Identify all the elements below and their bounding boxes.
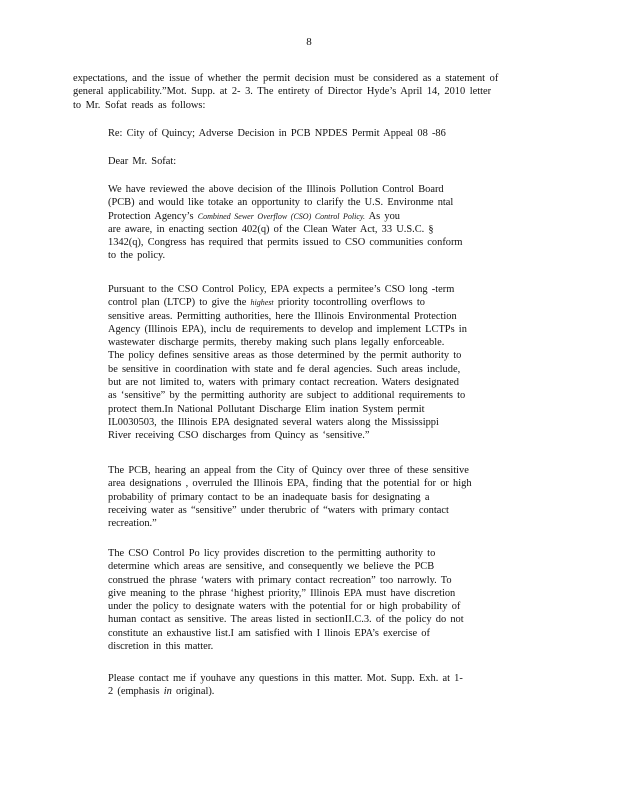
paragraph-line bbox=[108, 210, 504, 223]
paragraph-line: (PCB) and would like totake an opportunity to clarify the U.S. Environme ntal bbox=[108, 197, 454, 209]
paragraph-line: area designations , overruled the Illinois EPA, finding that the potential for or high bbox=[108, 478, 472, 490]
emphasis-highest: highest bbox=[250, 298, 274, 308]
text-run: 2 (emphasis bbox=[108, 686, 164, 698]
paragraph-line: The CSO Control Po licy provides discretion to the permitting authority to bbox=[108, 548, 436, 559]
paragraph-line: constitute an exhaustive list.I am satisfied with I llinois EPA’s exercise of bbox=[108, 627, 430, 639]
letter-paragraph-1 bbox=[108, 183, 504, 263]
paragraph-line: River receiving CSO discharges from Quincy as ‘sensitive.” bbox=[108, 430, 370, 442]
paragraph-line: receiving water as “sensitive” under therubric of “waters with primary contact bbox=[108, 504, 449, 516]
paragraph-line: Please contact me if youhave any questions in this matter. Mot. Supp. Exh. at 1- bbox=[108, 673, 463, 684]
policy-title-italic: Combined Sewer Overflow (CSO) Control Policy. bbox=[197, 211, 366, 221]
paragraph-line: wastewater discharge permits, thereby making such plans legally enforceable. bbox=[108, 337, 445, 349]
paragraph-line: as ‘sensitive” by the permitting authority are subject to additional requirements to bbox=[108, 390, 466, 402]
paragraph-line: probability of primary contact to be an inadequate basis for designating a bbox=[108, 491, 430, 503]
letter-paragraph-5 bbox=[108, 672, 504, 699]
text-run: original). bbox=[171, 686, 215, 698]
paragraph-line: The policy defines sensitive areas as those determined by the permit authority to bbox=[108, 350, 462, 362]
letter-re-line: Re: City of Quincy; Adverse Decision in PCB NPDES Permit Appeal 08 -86 bbox=[108, 128, 446, 139]
letter-paragraph-4 bbox=[108, 547, 504, 653]
paragraph-line: 1342(q), Congress has required that permits issued to CSO communities conform bbox=[108, 237, 463, 249]
text-run: Protection Agency’s bbox=[108, 210, 198, 222]
paragraph-line: The PCB, hearing an appeal from the City of Quincy over three of these sensitive bbox=[108, 465, 469, 476]
page-number: 8 bbox=[306, 36, 312, 48]
intro-line: to Mr. Sofat reads as follows: bbox=[73, 99, 206, 111]
intro-line: general applicability.”Mot. Supp. at 2- 3. The entirety of Director Hyde’s April 14, 2010 letter bbox=[73, 86, 492, 98]
emphasis-in: in bbox=[163, 686, 172, 698]
intro-paragraph bbox=[73, 72, 533, 112]
paragraph-line: are aware, in enacting section 402(q) of the Clean Water Act, 33 U.S.C. § bbox=[108, 223, 434, 235]
paragraph-line: determine which areas are sensitive, and consequently we believe the PCB bbox=[108, 561, 435, 573]
paragraph-line: Agency (Illinois EPA), inclu de requirements to develop and implement LCTPs in bbox=[108, 323, 467, 335]
text-run: control plan (LTCP) to give the bbox=[108, 297, 251, 309]
paragraph-line bbox=[108, 685, 504, 698]
paragraph-line: but are not limited to, waters with primary contact recreation. Waters designated bbox=[108, 377, 459, 389]
paragraph-line: IL0030503, the Illinois EPA designated several waters along the Mississippi bbox=[108, 416, 439, 428]
paragraph-line bbox=[108, 296, 504, 309]
text-run: As you bbox=[365, 210, 400, 222]
text-run: priority tocontrolling overflows to bbox=[273, 297, 425, 309]
paragraph-line: We have reviewed the above decision of the Illinois Pollution Control Board bbox=[108, 184, 444, 195]
paragraph-line: construed the phrase ‘waters with primary contact recreation” too narrowly. To bbox=[108, 574, 452, 586]
paragraph-line: give meaning to the phrase ‘highest priority,” Illinois EPA must have discretion bbox=[108, 587, 456, 599]
paragraph-line: Pursuant to the CSO Control Policy, EPA expects a permitee’s CSO long -term bbox=[108, 284, 455, 295]
paragraph-line: be sensitive in coordination with state and fe deral agencies. Such areas include, bbox=[108, 363, 461, 375]
paragraph-line: recreation.” bbox=[108, 518, 157, 530]
paragraph-line: to the policy. bbox=[108, 250, 166, 262]
letter-salutation: Dear Mr. Sofat: bbox=[108, 156, 177, 167]
letter-paragraph-3 bbox=[108, 464, 504, 530]
paragraph-line: human contact as sensitive. The areas listed in sectionII.C.3. of the policy do not bbox=[108, 614, 464, 626]
paragraph-line: under the policy to designate waters with the potential for or high probability of bbox=[108, 601, 461, 613]
intro-line: expectations, and the issue of whether the permit decision must be considered as a statement of bbox=[73, 73, 499, 84]
letter-paragraph-2 bbox=[108, 283, 504, 443]
paragraph-line: protect them.In National Pollutant Discharge Elim ination System permit bbox=[108, 403, 425, 415]
paragraph-line: sensitive areas. Permitting authorities, here the Illinois Environmental Protection bbox=[108, 310, 457, 322]
paragraph-line: discretion in this matter. bbox=[108, 641, 214, 653]
